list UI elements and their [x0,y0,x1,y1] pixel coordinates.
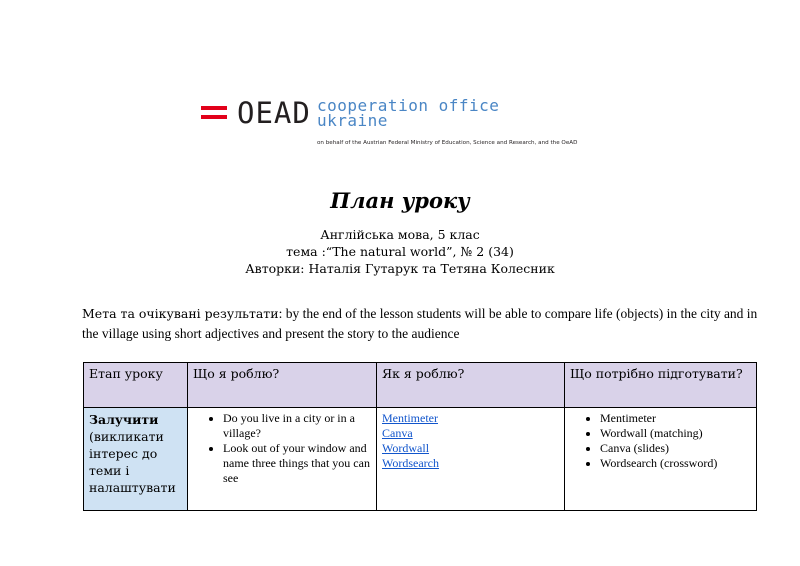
list-item: • Wordsearch (crossword) [600,456,751,471]
actions-cell [188,408,377,511]
link-mentimeter[interactable]: Mentimeter [382,411,438,425]
goal-text: : by the end of the lesson students will be able to compare life (objects) in the city and in the village using short adjectives and present the story to the audience [82,306,758,341]
logo-behalf-text: on behalf of the Austrian Federal Ministry of Education, Science and Research, and the OeAD [317,140,578,146]
link-wordsearch[interactable]: Wordsearch [382,456,440,470]
austria-flag-icon [201,106,227,120]
stage-cell [84,408,188,511]
tools-cell [377,408,565,511]
header-what: Що я роблю? [188,363,377,408]
logo-wordmark: OEAD [237,96,311,130]
topic-line: тема :“The natural world”, № 2 (34) [286,244,514,259]
table-row [84,408,757,511]
lesson-goal [82,304,762,344]
oead-logo [201,98,631,153]
list-item: • Look out of your window and name three things that you can see [223,441,371,486]
list-item: • Canva (slides) [600,441,751,456]
lesson-info [0,226,800,277]
lesson-plan-table [83,362,757,511]
logo-org-name [317,98,499,128]
stage-name: Залучити [89,412,159,427]
header-how: Як я роблю? [377,363,565,408]
table-header-row [84,363,757,408]
document-title: План уроку [330,188,470,213]
stage-description: (викликати інтерес до теми і налаштувати [89,429,176,495]
goal-label: Мета та очікувані результати [82,306,279,321]
authors-line: Авторки: Наталія Гутарук та Тетяна Колесник [245,261,555,276]
link-canva[interactable]: Canva [382,426,413,440]
link-wordwall[interactable]: Wordwall [382,441,430,455]
logo-org-line2: ukraine [317,111,388,130]
list-item: • Mentimeter [600,411,751,426]
subject-line: Англійська мова, 5 клас [320,227,480,242]
list-item: • Do you live in a city or in a village? [223,411,371,441]
logo-org-line1: cooperation office [317,96,500,115]
header-stage: Етап уроку [84,363,188,408]
header-prepare: Що потрібно підготувати? [565,363,757,408]
prepare-cell [565,408,757,511]
list-item: • Wordwall (matching) [600,426,751,441]
